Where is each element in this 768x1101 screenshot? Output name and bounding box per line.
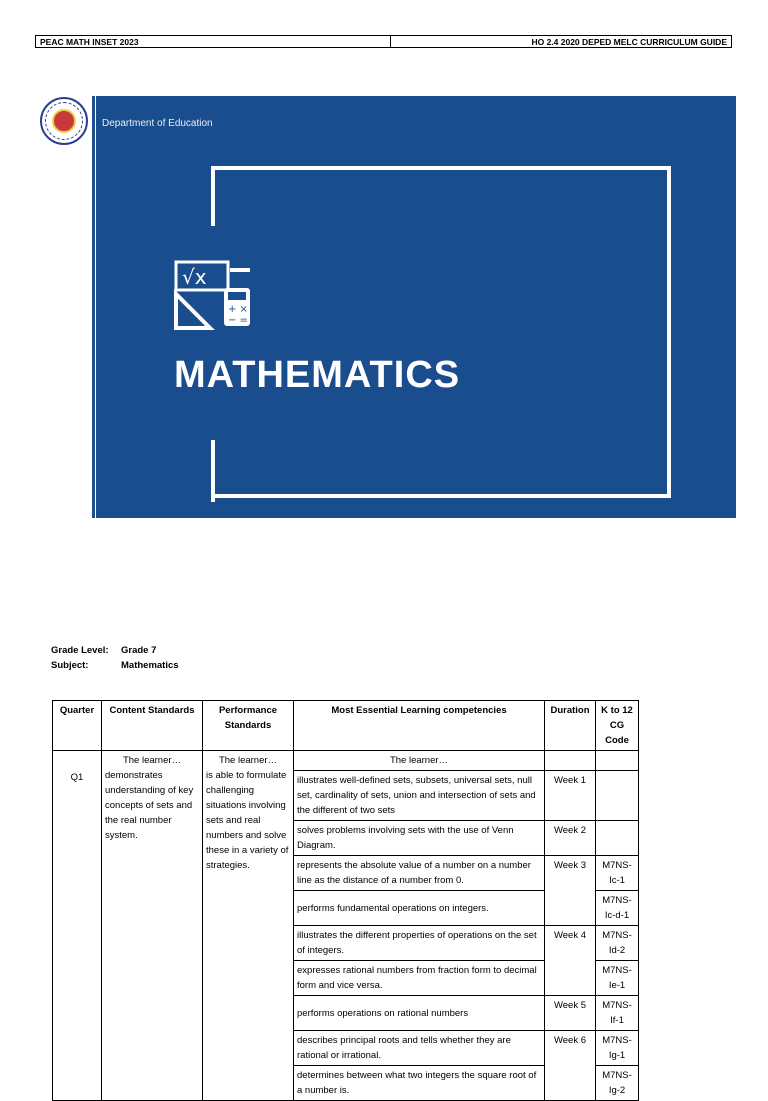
table-header-row (53, 701, 639, 751)
subject: Subject: Mathematics (51, 660, 179, 671)
code-cell (596, 771, 639, 821)
page-header (35, 35, 732, 48)
svg-text:− =: − = (228, 315, 248, 326)
th-performance-standards: Performance Standards (203, 701, 294, 751)
duration-cell: Week 4 (545, 926, 596, 996)
competency-subheader: The learner… (294, 751, 545, 771)
header-left: PEAC MATH INSET 2023 (36, 36, 391, 47)
deped-seal-icon (40, 97, 88, 145)
duration-cell: Week 2 (545, 821, 596, 856)
duration-cell: Week 3 (545, 856, 596, 926)
code-cell (596, 821, 639, 856)
competency-cell: determines between what two integers the square root of a number is. (294, 1066, 545, 1101)
duration-cell: Week 1 (545, 771, 596, 821)
th-code: K to 12 CG Code (596, 701, 639, 751)
table-row: Q1 The learner… demonstrates understanding of key concepts of sets and the real number system. The learner… is able to formulate challenging situations involving sets and real numbers and solve these in a variety of strategies. The learner… (53, 751, 639, 771)
cover-divider (92, 96, 95, 518)
th-competencies: Most Essential Learning competencies (294, 701, 545, 751)
department-name: Department of Education (102, 118, 213, 129)
competency-cell: performs operations on rational numbers (294, 996, 545, 1031)
code-cell: M7NS-Ie-1 (596, 961, 639, 996)
code-cell: M7NS-If-1 (596, 996, 639, 1031)
th-quarter: Quarter (53, 701, 102, 751)
performance-standard: is able to formulate challenging situations involving sets and real numbers and solve these in a variety of strategies. (206, 770, 289, 871)
th-content-standards: Content Standards (102, 701, 203, 751)
competency-cell: performs fundamental operations on integers. (294, 891, 545, 926)
competency-cell: represents the absolute value of a number on a number line as the distance of a number from 0. (294, 856, 545, 891)
duration-cell: Week 6 (545, 1031, 596, 1101)
competency-cell: describes principal roots and tells whether they are rational or irrational. (294, 1031, 545, 1066)
cover-banner (96, 96, 736, 518)
competency-cell: expresses rational numbers from fraction form to decimal form and vice versa. (294, 961, 545, 996)
svg-text:+ ×: + × (228, 304, 248, 315)
grade-level: Grade Level: Grade 7 (51, 645, 157, 656)
competency-cell: illustrates well-defined sets, subsets, universal sets, null set, cardinality of sets, union and intersection of sets and the different of two sets (294, 771, 545, 821)
math-tools-icon (174, 260, 254, 330)
duration-cell: Week 5 (545, 996, 596, 1031)
header-right: HO 2.4 2020 DEPED MELC CURRICULUM GUIDE (531, 37, 727, 47)
code-cell: M7NS-Id-2 (596, 926, 639, 961)
code-cell: M7NS-Ic-1 (596, 856, 639, 891)
curriculum-table (52, 700, 639, 1101)
cover-title: MATHEMATICS (174, 354, 461, 396)
quarter-cell: Q1 (70, 772, 84, 783)
code-cell: M7NS-Ic-d-1 (596, 891, 639, 926)
th-duration: Duration (545, 701, 596, 751)
competency-cell: solves problems involving sets with the use of Venn Diagram. (294, 821, 545, 856)
content-standard: demonstrates understanding of key concepts of sets and the real number system. (105, 770, 194, 841)
competency-cell: illustrates the different properties of operations on the set of integers. (294, 926, 545, 961)
code-cell: M7NS-Ig-2 (596, 1066, 639, 1101)
cover-frame (211, 166, 671, 498)
code-cell: M7NS-Ig-1 (596, 1031, 639, 1066)
svg-text:√x: √x (182, 265, 207, 289)
